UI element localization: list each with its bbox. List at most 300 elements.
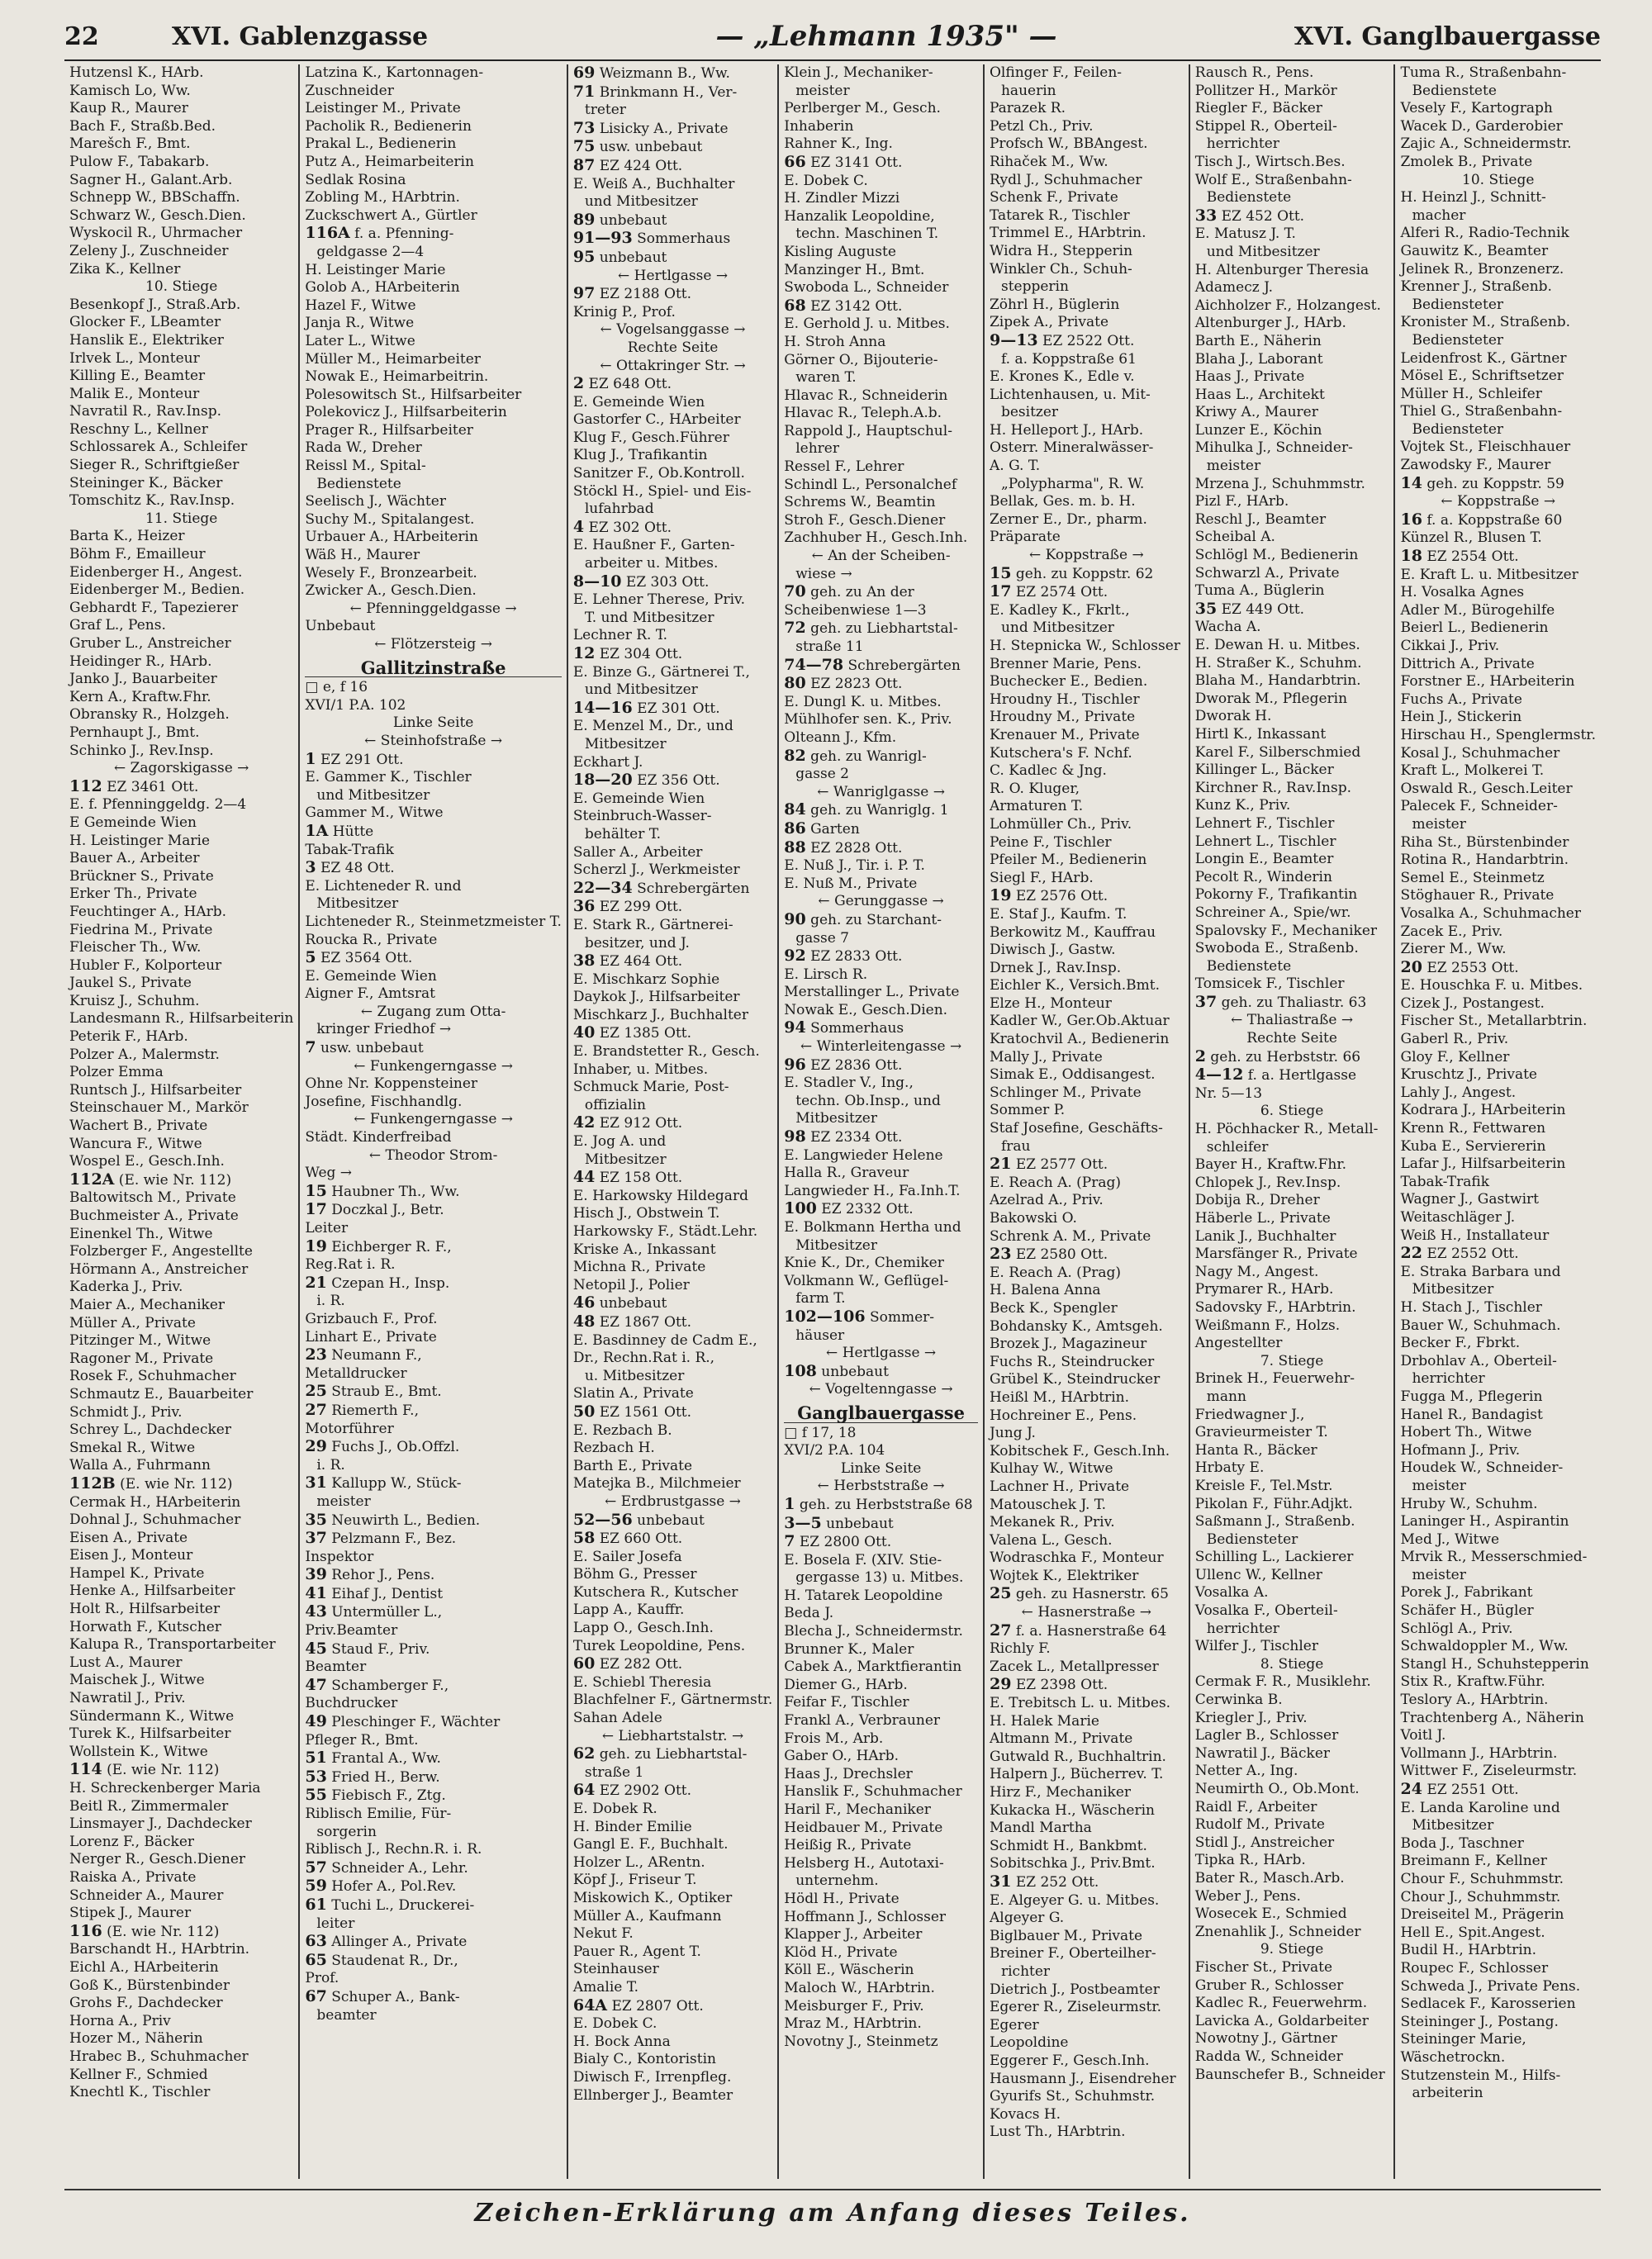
directory-entry: E. Nuß J., Tir. i. P. T. xyxy=(784,857,925,875)
directory-entry: E. Stadler V., Ing., xyxy=(784,1075,914,1092)
directory-entry: Urbauer A., HArbeiterin xyxy=(305,529,478,546)
directory-entry: geldgasse 2—4 xyxy=(316,243,425,260)
directory-entry: Cikkai J., Priv. xyxy=(1400,638,1500,654)
directory-entry: Prakal L., Bedienerin xyxy=(305,135,457,153)
directory-entry: 59 Hofer A., Pol.Rev. xyxy=(305,1877,457,1896)
directory-entry: Gastorfer C., HArbeiter xyxy=(572,411,741,429)
directory-entry: Schrenk A. M., Private xyxy=(989,1227,1151,1245)
directory-entry: 41 Eihaf J., Dentist xyxy=(305,1583,444,1602)
directory-entry: Bellak, Ges. m. b. H. xyxy=(989,493,1136,510)
directory-entry: Tabak-Trafik xyxy=(1400,1173,1490,1190)
directory-entry: Linke Seite xyxy=(392,714,474,732)
directory-entry: Turek Leopoldine, Pens. xyxy=(572,1637,746,1654)
directory-entry: E. Landa Karoline und xyxy=(1400,1799,1560,1816)
directory-entry: Pollitzer H., Markör xyxy=(1194,82,1337,99)
directory-entry: Jung J. xyxy=(989,1425,1036,1442)
directory-entry: Kovacs H. xyxy=(989,2105,1061,2123)
directory-entry: Wittwer F., Ziseleurmstr. xyxy=(1400,1763,1578,1780)
directory-entry: Egerer R., Ziseleurmstr. xyxy=(989,1999,1162,2016)
directory-entry: E. Kraft L. u. Mitbesitzer xyxy=(1400,566,1578,583)
directory-entry: Ullenc W., Kellner xyxy=(1194,1566,1322,1583)
directory-entry: Dworak M., Pflegerin xyxy=(1194,690,1348,707)
directory-entry: 16 f. a. Koppstraße 60 xyxy=(1400,510,1563,529)
directory-entry: 58 EZ 660 Ott. xyxy=(572,1529,683,1548)
directory-entry: Gangl E. F., Buchhalt. xyxy=(572,1836,729,1853)
directory-entry: Fuchs R., Steindrucker xyxy=(989,1353,1155,1370)
directory-entry: Eisen J., Monteur xyxy=(69,1547,193,1564)
directory-entry: Scherzl J., Werkmeister xyxy=(572,861,740,879)
directory-entry: Städt. Kinderfreibad xyxy=(305,1129,452,1146)
directory-entry: ← Wanriglgasse → xyxy=(817,783,945,800)
directory-entry: ← Steinhofstraße → xyxy=(364,732,503,749)
directory-entry: Fuchs A., Private xyxy=(1400,691,1522,708)
directory-entry: 90 geh. zu Starchant- xyxy=(784,909,942,928)
directory-entry: Hozer M., Näherin xyxy=(69,2030,203,2048)
directory-entry: Nekut F. xyxy=(572,1925,634,1943)
directory-entry: 9. Stiege xyxy=(1260,1941,1324,1958)
directory-entry: Mischkarz J., Buchhalter xyxy=(572,1006,748,1023)
directory-entry: E. f. Pfenninggeldg. 2—4 xyxy=(69,796,247,814)
directory-entry: E. Staf J., Kaufm. T. xyxy=(989,905,1127,923)
directory-entry: Feuchtinger A., HArb. xyxy=(69,903,227,920)
directory-entry: Zuschneider xyxy=(305,82,394,99)
directory-entry: sorgerin xyxy=(316,1823,377,1840)
directory-entry: 7 EZ 2800 Ott. xyxy=(784,1532,892,1551)
directory-entry: Scheibenwiese 1—3 xyxy=(784,601,927,619)
directory-entry: 96 EZ 2836 Ott. xyxy=(784,1055,903,1074)
directory-entry: Lichtenhausen, u. Mit- xyxy=(989,386,1151,403)
directory-entry: Lanik J., Buchhalter xyxy=(1194,1227,1336,1245)
directory-entry: Mitbesitzer xyxy=(795,1110,877,1127)
directory-entry: ← An der Scheiben- xyxy=(811,548,951,565)
directory-entry: 19 Eichberger R. F., xyxy=(305,1236,452,1255)
directory-entry: Adler M., Bürogehilfe xyxy=(1400,601,1555,619)
directory-entry: Gyurifs St., Schuhmstr. xyxy=(989,2088,1156,2105)
directory-entry: Vojtek St., Fleischhauer xyxy=(1400,439,1571,456)
directory-entry: Rada W., Dreher xyxy=(305,439,422,457)
directory-entry: 27 f. a. Hasnerstraße 64 xyxy=(989,1621,1167,1640)
directory-entry: Azelrad A., Priv. xyxy=(989,1192,1104,1209)
directory-entry: Kirchner R., Rav.Insp. xyxy=(1194,779,1352,796)
directory-entry: Staf Josefine, Geschäfts- xyxy=(989,1120,1163,1137)
directory-entry: meister xyxy=(1412,1566,1466,1583)
directory-entry: lehrer xyxy=(795,440,839,458)
directory-entry: Zuckschwert A., Gürtler xyxy=(305,206,477,224)
directory-entry: Mitbesitzer xyxy=(1412,1281,1494,1298)
directory-entry: Sobitschka J., Priv.Bmt. xyxy=(989,1855,1156,1872)
directory-entry: Köpf J., Friseur T. xyxy=(572,1872,697,1889)
directory-entry: Rechte Seite xyxy=(1246,1030,1337,1047)
directory-entry: gasse 7 xyxy=(795,929,849,947)
directory-entry: XVI/1 P.A. 102 xyxy=(305,696,406,714)
directory-column xyxy=(985,64,1190,2179)
directory-entry: Wagner J., Gastwirt xyxy=(1400,1191,1539,1208)
directory-entry: mann xyxy=(1206,1388,1246,1405)
directory-entry: Einenkel Th., Witwe xyxy=(69,1225,213,1242)
directory-entry: 22 EZ 2552 Ott. xyxy=(1400,1244,1519,1263)
directory-entry: Profsch W., BBAngest. xyxy=(989,135,1148,153)
directory-entry: Mihulka J., Schneider- xyxy=(1194,439,1353,457)
directory-entry: Tipka R., HArb. xyxy=(1194,1852,1306,1869)
directory-entry: Manzinger H., Bmt. xyxy=(784,261,925,278)
directory-entry: Killinger L., Bäcker xyxy=(1194,762,1334,779)
directory-entry: Kodrara J., HArbeiterin xyxy=(1400,1102,1566,1119)
directory-entry: Hroudny H., Tischler xyxy=(989,691,1140,708)
directory-entry: Mrzena J., Schuhmmstr. xyxy=(1194,475,1365,492)
directory-entry: 4—12 f. a. Hertlgasse xyxy=(1194,1065,1357,1084)
directory-entry: Nawratil J., Bäcker xyxy=(1194,1744,1331,1762)
directory-entry: Köll E., Wäscherin xyxy=(784,1962,914,1979)
directory-entry: Wesely F., Bronzearbeit. xyxy=(305,564,477,581)
directory-entry: Reg.Rat i. R. xyxy=(305,1256,396,1274)
directory-entry: Gruber L., Anstreicher xyxy=(69,635,231,652)
directory-entry: Vesely F., Kartograph xyxy=(1400,100,1553,117)
directory-entry: Malik E., Monteur xyxy=(69,385,200,402)
directory-entry: 8—10 EZ 303 Ott. xyxy=(572,572,710,591)
directory-entry: Zmolek B., Private xyxy=(1400,153,1533,170)
directory-entry: Sieger R., Schriftgießer xyxy=(69,457,240,474)
directory-entry: Brozek J., Magazineur xyxy=(989,1336,1147,1353)
directory-entry: Saßmann J., Straßenb. xyxy=(1194,1513,1355,1531)
directory-entry: Schilling L., Lackierer xyxy=(1194,1549,1354,1566)
directory-entry: Drbohlav A., Oberteil- xyxy=(1400,1352,1557,1369)
directory-entry: Mitbesitzer xyxy=(584,735,667,752)
directory-entry: Leidenfrost K., Gärtner xyxy=(1400,349,1567,367)
directory-entry: E. Langwieder Helene xyxy=(784,1146,943,1164)
directory-entry: Buchdrucker xyxy=(305,1695,398,1712)
directory-entry: Baltowitsch M., Private xyxy=(69,1189,236,1207)
directory-entry: Stangl H., Schuhstepperin xyxy=(1400,1655,1589,1673)
directory-entry: Buchmeister A., Private xyxy=(69,1208,239,1224)
directory-entry: 43 Untermüller L., xyxy=(305,1602,443,1621)
directory-entry: Kaup R., Maurer xyxy=(69,100,188,117)
directory-entry: „Polypharma", R. W. xyxy=(1000,475,1145,492)
directory-entry: Wolf E., Straßenbahn- xyxy=(1194,171,1352,188)
directory-entry: Nowak E., Heimarbeitrin. xyxy=(305,368,489,386)
directory-entry: Cermak F. R., Musiklehr. xyxy=(1194,1673,1371,1691)
directory-entry: Sahan Adele xyxy=(572,1710,662,1727)
directory-entry: Sadovsky F., HArbtrin. xyxy=(1194,1298,1356,1316)
directory-entry: arbeiter u. Mitbes. xyxy=(584,555,719,572)
directory-entry: 17 Doczkal J., Betr. xyxy=(305,1200,444,1219)
directory-entry: waren T. xyxy=(795,369,857,387)
directory-entry: Wodraschka F., Monteur xyxy=(989,1550,1164,1567)
directory-entry: u. Mitbesitzer xyxy=(584,1367,685,1384)
directory-entry: Bediensteter xyxy=(1206,1531,1298,1548)
directory-entry: 45 Staud F., Priv. xyxy=(305,1639,430,1658)
directory-entry: Radda W., Schneider xyxy=(1194,2048,1343,2065)
directory-entry: E. Jog A. und xyxy=(572,1133,667,1151)
directory-entry: E. Kadley K., Fkrlt., xyxy=(989,601,1130,619)
directory-entry: lufahrbad xyxy=(584,501,654,518)
directory-entry: Kuba E., Serviererin xyxy=(1400,1137,1546,1155)
directory-entry: Houdek W., Schneider- xyxy=(1400,1459,1564,1477)
directory-entry: Linhart E., Private xyxy=(305,1328,437,1345)
directory-entry: Stix R., Kraftw.Führ. xyxy=(1400,1673,1545,1691)
directory-entry: Mösel E., Schriftsetzer xyxy=(1400,368,1564,385)
directory-entry: Bedienstete xyxy=(1206,189,1292,206)
directory-entry: Lunzer E., Köchin xyxy=(1194,421,1322,439)
directory-entry: Holt R., Hilfsarbeiter xyxy=(69,1601,221,1618)
directory-entry: Boda J., Taschner xyxy=(1400,1834,1524,1852)
directory-entry: Riha St., Bürstenbinder xyxy=(1400,833,1569,851)
directory-entry: E. Algeyer G. u. Mitbes. xyxy=(989,1891,1160,1909)
directory-entry: Erker Th., Private xyxy=(69,885,197,903)
directory-entry: E. Gerhold J. u. Mitbes. xyxy=(784,316,950,333)
directory-entry: Frois M., Arb. xyxy=(784,1730,884,1747)
directory-entry: Steininger Marie, xyxy=(1400,2031,1526,2048)
directory-column xyxy=(568,64,779,2179)
directory-entry: E. Gemeinde Wien xyxy=(572,790,705,807)
directory-entry: H. Heinzl J., Schnitt- xyxy=(1400,189,1546,206)
directory-entry: 37 Pelzmann F., Bez. xyxy=(305,1529,457,1548)
directory-entry: Inhaber, u. Mitbes. xyxy=(572,1061,709,1078)
directory-entry: Marešch F., Bmt. xyxy=(69,135,191,153)
directory-entry: 10. Stiege xyxy=(145,278,218,296)
directory-entry: Laninger H., Aspirantin xyxy=(1400,1513,1569,1531)
directory-entry: Schwarz W., Gesch.Dien. xyxy=(69,206,246,224)
directory-entry: Wojtek K., Elektriker xyxy=(989,1567,1139,1584)
directory-entry: Mrvik R., Messerschmied- xyxy=(1400,1549,1588,1566)
directory-entry: Pulow F., Tabakarb. xyxy=(69,153,210,170)
directory-entry: Pokorny F., Trafikantin xyxy=(1194,886,1358,904)
directory-entry: 42 EZ 912 Ott. xyxy=(572,1113,683,1132)
directory-entry: Lapp O., Gesch.Inh. xyxy=(572,1620,714,1637)
directory-entry: 95 unbebaut xyxy=(572,247,667,266)
directory-entry: Spalovsky F., Mechaniker xyxy=(1194,922,1378,939)
directory-entry: Gutwald R., Buchhaltrin. xyxy=(989,1748,1166,1765)
directory-entry: häuser xyxy=(795,1326,845,1344)
directory-entry: 7. Stiege xyxy=(1260,1352,1324,1369)
directory-entry: 1A Hütte xyxy=(305,821,374,840)
directory-entry: 33 EZ 452 Ott. xyxy=(1194,206,1305,225)
directory-entry: 64 EZ 2902 Ott. xyxy=(572,1781,692,1800)
directory-entry: Schmidt H., Bankbmt. xyxy=(989,1837,1147,1854)
directory-entry: Barta K., Heizer xyxy=(69,528,185,545)
directory-entry: Hödl H., Private xyxy=(784,1890,900,1907)
directory-entry: Swoboda L., Schneider xyxy=(784,279,949,297)
directory-entry: E. Binze G., Gärtnerei T., xyxy=(572,663,750,681)
directory-entry: Trimmel E., HArbtrin. xyxy=(989,225,1146,242)
directory-entry: Ganglbauergasse xyxy=(784,1404,978,1423)
directory-entry: 114 (E. wie Nr. 112) xyxy=(69,1760,220,1779)
directory-entry: Nawratil J., Priv. xyxy=(69,1690,186,1707)
directory-entry: Schlögl M., Bedienerin xyxy=(1194,547,1359,564)
directory-entry: Prymarer R., HArb. xyxy=(1194,1281,1334,1298)
directory-entry: Zajic A., Schneidermstr. xyxy=(1400,135,1572,153)
directory-entry: Kaderka J., Priv. xyxy=(69,1279,183,1296)
directory-entry: Eidenberger M., Bedien. xyxy=(69,581,245,599)
directory-entry: beamter xyxy=(316,2006,377,2024)
directory-entry: Meisburger F., Priv. xyxy=(784,1997,924,2015)
directory-entry: E. Haußner F., Garten- xyxy=(572,537,735,554)
directory-entry: Sedlacek F., Karosserien xyxy=(1400,1996,1576,2013)
directory-entry: 64A EZ 2807 Ott. xyxy=(572,1996,704,2015)
directory-entry: Armaturen T. xyxy=(989,798,1084,815)
directory-entry: Reissl M., Spital- xyxy=(305,458,426,475)
directory-entry: 5 EZ 3564 Ott. xyxy=(305,948,413,967)
directory-entry: hauerin xyxy=(1000,82,1056,99)
directory-entry: ← Funkengerngasse → xyxy=(354,1111,514,1128)
directory-entry: 80 EZ 2823 Ott. xyxy=(784,674,903,693)
directory-entry: Swoboda E., Straßenb. xyxy=(1194,940,1359,957)
directory-entry: herrichter xyxy=(1206,135,1279,153)
directory-entry: meister xyxy=(1412,1477,1466,1494)
directory-entry: 27 Riemerth F., xyxy=(305,1400,419,1419)
directory-entry: Turek K., Hilfsarbeiter xyxy=(69,1725,231,1743)
directory-entry: 73 Lisicky A., Private xyxy=(572,118,729,137)
directory-entry: behälter T. xyxy=(584,825,661,842)
directory-entry: Holzer L., ARentn. xyxy=(572,1853,705,1871)
directory-entry: Navratil R., Rav.Insp. xyxy=(69,403,221,420)
directory-entry: Chlopek J., Rev.Insp. xyxy=(1194,1174,1341,1191)
directory-entry: Henke A., Hilfsarbeiter xyxy=(69,1583,235,1600)
directory-entry: Cabek A., Marktfierantin xyxy=(784,1659,962,1676)
directory-entry: Beamter xyxy=(305,1659,367,1676)
directory-entry: 40 EZ 1385 Ott. xyxy=(572,1023,692,1042)
directory-entry: E. Dungl K. u. Mitbes. xyxy=(784,693,942,710)
directory-entry: ← Thaliastraße → xyxy=(1231,1012,1354,1029)
directory-entry: Harkowsky F., Städt.Lehr. xyxy=(572,1223,758,1240)
directory-entry: 1 geh. zu Herbststraße 68 xyxy=(784,1494,973,1513)
directory-entry: Widra H., Stepperin xyxy=(989,242,1133,259)
directory-entry: Bediensteter xyxy=(1412,331,1504,349)
directory-entry: Sanitzer F., Ob.Kontroll. xyxy=(572,465,745,482)
directory-entry: 89 unbebaut xyxy=(572,210,667,229)
directory-entry: Tomsicek F., Tischler xyxy=(1194,975,1345,993)
directory-entry: Lahly J., Angest. xyxy=(1400,1084,1517,1101)
directory-entry: 97 EZ 2188 Ott. xyxy=(572,284,692,303)
page-header xyxy=(64,15,1601,58)
directory-entry: C. Kadlec & Jng. xyxy=(989,762,1107,780)
directory-entry: Richly F. xyxy=(989,1640,1051,1658)
directory-entry: i. R. xyxy=(316,1456,345,1474)
directory-entry: 49 Pleschinger F., Wächter xyxy=(305,1712,501,1731)
directory-entry: Weiß H., Installateur xyxy=(1400,1227,1550,1244)
directory-entry: 6. Stiege xyxy=(1260,1103,1324,1120)
directory-entry: Friedwagner J., xyxy=(1194,1406,1305,1423)
directory-entry: 31 Kallupp W., Stück- xyxy=(305,1474,462,1493)
directory-entry: Häberle L., Private xyxy=(1194,1210,1331,1227)
directory-entry: Lechner R. T. xyxy=(572,627,668,644)
directory-entry: Wyskocil R., Uhrmacher xyxy=(69,225,243,242)
directory-entry: Hruby W., Schuhm. xyxy=(1400,1495,1538,1512)
directory-entry: Irlvek L., Monteur xyxy=(69,349,200,367)
directory-entry: Alferi R., Radio-Technik xyxy=(1400,225,1569,242)
directory-entry: Linke Seite xyxy=(840,1459,922,1477)
directory-entry: Kutschera R., Kutscher xyxy=(572,1583,738,1601)
directory-entry: Zeleny J., Zuschneider xyxy=(69,242,229,259)
directory-entry: Linsmayer J., Dachdecker xyxy=(69,1815,252,1833)
directory-entry: Gallitzinstraße xyxy=(305,659,561,678)
directory-entry: Steinhauser xyxy=(572,1961,659,1978)
directory-entry: Mitbesitzer xyxy=(795,1236,877,1254)
directory-entry: kringer Friedhof → xyxy=(316,1021,452,1038)
directory-entry: E. Dobek C. xyxy=(784,172,868,189)
directory-entry: Buchecker E., Bedien. xyxy=(989,673,1148,691)
directory-entry: Unbebaut xyxy=(305,618,376,635)
directory-entry: straße 1 xyxy=(584,1763,644,1781)
directory-entry: Motorführer xyxy=(305,1420,394,1437)
directory-entry: 69 Weizmann B., Ww. xyxy=(572,64,730,82)
directory-entry: Valena L., Gesch. xyxy=(989,1531,1113,1549)
directory-entry: Hein J., Stickerin xyxy=(1400,709,1522,726)
directory-entry: Haas J., Drechsler xyxy=(784,1765,913,1782)
directory-entry: Zacek L., Metallpresser xyxy=(989,1658,1159,1675)
directory-entry: T. und Mitbesitzer xyxy=(584,609,714,626)
directory-entry: Gauwitz K., Beamter xyxy=(1400,242,1549,259)
directory-entry: H. Schreckenberger Maria xyxy=(69,1780,261,1796)
directory-entry: stepperin xyxy=(1000,278,1069,296)
directory-entry: Knechtl K., Tischler xyxy=(69,2084,211,2101)
directory-entry: Bakowski O. xyxy=(989,1210,1077,1227)
directory-entry: Wäß H., Maurer xyxy=(305,547,420,564)
directory-entry: Rahner K., Ing. xyxy=(784,135,893,153)
directory-entry: Baunschefer B., Schneider xyxy=(1194,2066,1385,2083)
directory-entry: Fischer St., Metallarbtrin. xyxy=(1400,1013,1588,1030)
directory-entry: Vosalka A., Schuhmacher xyxy=(1400,904,1581,922)
directory-entry: Sündermann K., Witwe xyxy=(69,1707,235,1725)
directory-entry: Maier A., Mechaniker xyxy=(69,1296,225,1313)
directory-entry: Lust A., Maurer xyxy=(69,1654,183,1671)
directory-entry: Heidbauer M., Private xyxy=(784,1819,943,1836)
directory-entry: Schinko J., Rev.Insp. xyxy=(69,742,214,759)
directory-entry: Cizek J., Postangest. xyxy=(1400,994,1545,1012)
directory-entry: ← Gerunggasse → xyxy=(818,893,944,910)
directory-entry: E. Schiebl Theresia xyxy=(572,1673,712,1691)
directory-entry: Berkowitz M., Kauffrau xyxy=(989,923,1156,941)
directory-entry: Gaber O., HArb. xyxy=(784,1748,900,1765)
directory-entry: E. Mischkarz Sophie xyxy=(572,971,720,988)
directory-entry: Fiedrina M., Private xyxy=(69,921,213,938)
directory-entry: 84 geh. zu Wanriglg. 1 xyxy=(784,800,949,819)
directory-column xyxy=(300,64,567,2179)
directory-entry: A. G. T. xyxy=(989,458,1041,475)
directory-entry: 9—13 EZ 2522 Ott. xyxy=(989,330,1135,349)
directory-entry: Goß K., Bürstenbinder xyxy=(69,1977,230,1994)
directory-entry: Zacek E., Priv. xyxy=(1400,923,1503,940)
directory-entry: Barth E., Näherin xyxy=(1194,332,1322,349)
directory-entry: Müller H., Schleifer xyxy=(1400,385,1542,402)
directory-entry: und Mitbesitzer xyxy=(584,193,698,211)
directory-entry: Sommer P. xyxy=(989,1102,1066,1119)
directory-entry: Hazel F., Witwe xyxy=(305,297,416,314)
directory-entry: Kobitschek F., Gesch.Inh. xyxy=(989,1442,1170,1459)
directory-entry: gergasse 13) u. Mitbes. xyxy=(795,1569,964,1587)
directory-entry: H. Balena Anna xyxy=(989,1282,1101,1299)
directory-entry: 112A (E. wie Nr. 112) xyxy=(69,1170,232,1189)
directory-entry: 19 EZ 2576 Ott. xyxy=(989,886,1108,905)
directory-entry: Maischek J., Witwe xyxy=(69,1672,205,1689)
right-running-title: XVI. Ganglbauergasse xyxy=(1294,21,1602,51)
directory-entry: 17 EZ 2574 Ott. xyxy=(989,582,1108,601)
directory-entry: 18 EZ 2554 Ott. xyxy=(1400,547,1519,566)
directory-entry: Kellner F., Schmied xyxy=(69,2066,208,2083)
directory-entry: Dittrich A., Private xyxy=(1400,655,1535,672)
directory-entry: 29 Fuchs J., Ob.Offzl. xyxy=(305,1437,460,1456)
directory-entry: Rausch R., Pens. xyxy=(1194,64,1314,81)
directory-entry: Grizbauch F., Prof. xyxy=(305,1310,438,1327)
directory-entry: Aichholzer F., Holzangest. xyxy=(1194,297,1381,314)
directory-entry: Walla A., Fuhrmann xyxy=(69,1457,211,1474)
directory-entry: Scheibal A. xyxy=(1194,529,1275,546)
directory-entry: H. Stroh Anna xyxy=(784,333,886,350)
directory-entry: E. Stark R., Gärtnerei- xyxy=(572,916,733,933)
directory-entry: Pauer R., Agent T. xyxy=(572,1943,701,1960)
directory-entry: Schenk F., Private xyxy=(989,189,1118,206)
directory-entry: Tabak-Trafik xyxy=(305,841,394,858)
directory-entry: 2 geh. zu Herbststr. 66 xyxy=(1194,1046,1361,1065)
